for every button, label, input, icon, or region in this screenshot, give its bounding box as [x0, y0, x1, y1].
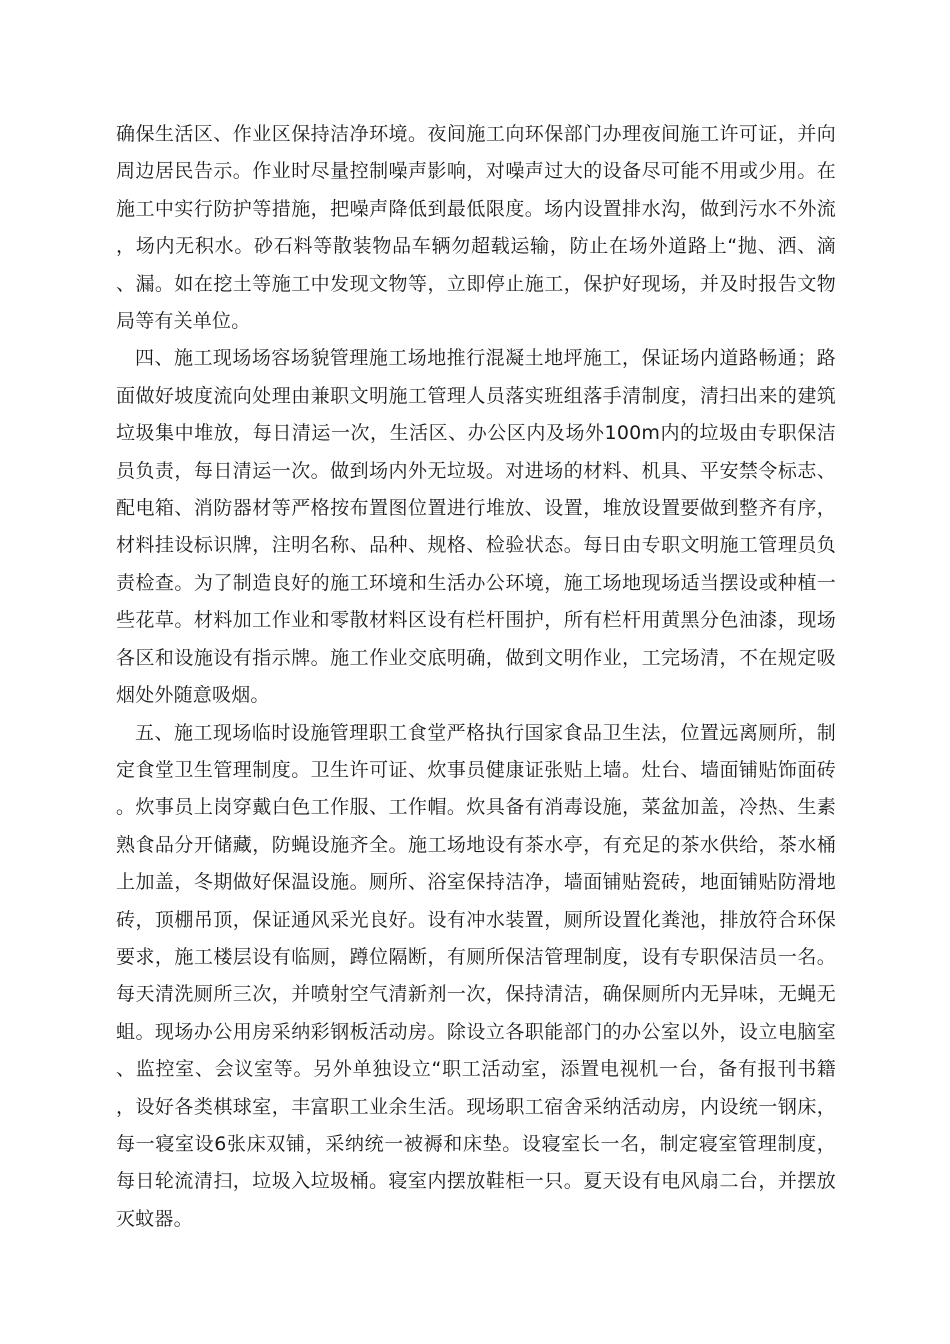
- document-page: [116, 116, 836, 1238]
- paragraph-temporary-facilities: 五、施工现场临时设施管理职工食堂严格执行国家食品卫生法，位置远离厕所，制定食堂卫生管理制度。卫生许可证、炊事员健康证张贴上墙。灶台、墙面铺贴饰面砖。炊事员上岗穿戴白色工作服、工作帽。炊具备有消毒设施，菜盆加盖，冷热、生素熟食品分开储藏，防蝇设施齐全。施工场地设有茶水亭，有充足的茶水供给，茶水桶上加盖，冬期做好保温设施。厕所、浴室保持洁净，墙面铺贴瓷砖，地面铺贴防滑地砖，顶棚吊顶，保证通风采光良好。设有冲水装置，厕所设置化粪池，排放符合环保要求，施工楼层设有临厕，蹲位隔断，有厕所保洁管理制度，设有专职保洁员一名。每天清洗厕所三次，并喷射空气清新剂一次，保持清洁，确保厕所内无异味，无蝇无蛆。现场办公用房采纳彩钢板活动房。除设立各职能部门的办公室以外，设立电脑室、监控室、会议室等。另外单独设立“职工活动室，添置电视机一台，备有报刊书籍，设好各类棋球室，丰富职工业余生活。现场职工宿舍采纳活动房，内设统一钢床，每一寝室设6张床双铺，采纳统一被褥和床垫。设寝室长一名，制定寝室管理制度，每日轮流清扫，垃圾入垃圾桶。寝室内摆放鞋柜一只。夏天设有电风扇二台，并摆放灭蚊器。: [116, 721, 836, 1230]
- paragraph-environment-continued: 确保生活区、作业区保持洁净环境。夜间施工向环保部门办理夜间施工许可证，并向周边居民告示。作业时尽量控制噪声影响，对噪声过大的设备尽可能不用或少用。在施工中实行防护等措施，把噪声降低到最低限度。场内设置排水沟，做到污水不外流，场内无积水。砂石料等散装物品车辆勿超载运输，防止在场外道路上“抛、洒、滴、漏。如在挖土等施工中发现文物等，立即停止施工，保护好现场，并及时报告文物局等有关单位。: [116, 123, 836, 333]
- paragraph-site-appearance: 四、施工现场场容场貌管理施工场地推行混凝土地坪施工，保证场内道路畅通；路面做好坡度流向处理由兼职文明施工管理人员落实班组落手清制度，清扫出来的建筑垃圾集中堆放，每日清运一次，生活区、办公区内及场外100m内的垃圾由专职保洁员负责，每日清运一次。做到场内外无垃圾。对进场的材料、机具、平安禁令标志、配电箱、消防器材等严格按布置图位置进行堆放、设置，堆放设置要做到整齐有序，材料挂设标识牌，注明名称、品种、规格、检验状态。每日由专职文明施工管理员负责检查。为了制造良好的施工环境和生活办公环境，施工场地现场适当摆设或种植一些花草。材料加工作业和零散材料区设有栏杆围护，所有栏杆用黄黑分色油漆，现场各区和设施设有指示牌。施工作业交底明确，做到文明作业，工完场清，不在规定吸烟处外随意吸烟。: [116, 347, 836, 707]
